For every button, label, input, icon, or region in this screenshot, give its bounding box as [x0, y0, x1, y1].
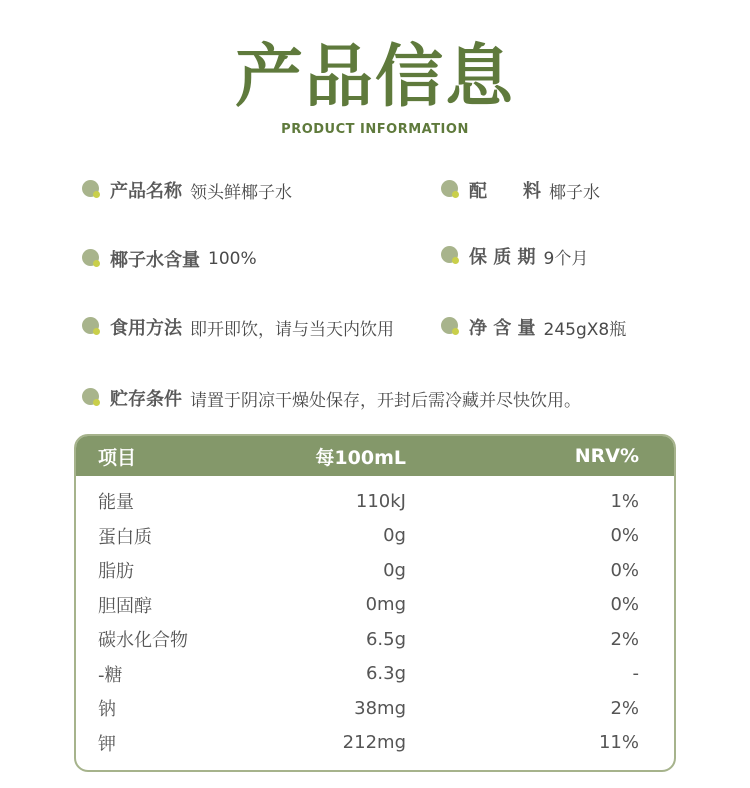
bullet-icon	[82, 317, 102, 337]
nutrition-table-header	[76, 436, 674, 476]
info-net-content	[441, 312, 626, 342]
nutrient-amount: 6.3g	[365, 663, 406, 685]
nutrient-amount: 38mg	[354, 697, 406, 719]
nutrient-amount: 0mg	[365, 594, 406, 616]
coconut-content-value: 100%	[208, 249, 257, 269]
info-usage	[82, 312, 394, 342]
coconut-content-label: 椰子水含量	[110, 250, 200, 271]
nutrient-nrv: 11%	[598, 732, 639, 754]
nutrient-name: 脂肪	[98, 561, 134, 583]
table-row	[76, 519, 674, 554]
page-title: 产品信息	[234, 38, 515, 117]
header-per-100ml: 每100mL	[315, 446, 406, 469]
nutrient-nrv: -	[632, 663, 639, 685]
table-row	[76, 484, 674, 519]
nutrient-nrv: 2%	[610, 697, 639, 719]
storage-value: 请置于阴凉干燥处保存，开封后需冷藏并尽快饮用。	[190, 390, 581, 411]
bullet-icon	[82, 180, 102, 200]
shelf-life-value: 9个月	[543, 248, 589, 269]
bullet-icon	[82, 249, 102, 269]
nutrition-table-body	[76, 476, 674, 760]
nutrient-name: 胆固醇	[98, 595, 152, 617]
nutrient-name: -糖	[98, 664, 123, 686]
info-ingredients	[441, 175, 600, 205]
nutrient-nrv: 0%	[610, 594, 639, 616]
nutrient-name: 蛋白质	[98, 526, 152, 548]
nutrient-name: 能量	[98, 492, 134, 514]
table-row	[76, 691, 674, 726]
nutrient-nrv: 0%	[610, 525, 639, 547]
bullet-icon	[441, 317, 461, 337]
table-row	[76, 588, 674, 623]
nutrition-table	[74, 434, 676, 772]
header-item: 项目	[98, 446, 137, 469]
nutrient-nrv: 1%	[610, 490, 639, 512]
nutrient-nrv: 2%	[610, 628, 639, 650]
net-content-value: 245gX8瓶	[543, 319, 627, 340]
table-row	[76, 657, 674, 692]
nutrient-amount: 110kJ	[355, 490, 406, 512]
table-row	[76, 726, 674, 761]
page-subtitle: PRODUCT INFORMATION	[281, 122, 469, 137]
nutrient-name: 钾	[98, 733, 116, 755]
nutrient-nrv: 0%	[610, 559, 639, 581]
info-coconut-content	[82, 244, 257, 274]
info-shelf-life	[441, 241, 588, 271]
product-name-value: 领头鲜椰子水	[190, 182, 292, 203]
table-row	[76, 553, 674, 588]
nutrient-amount: 0g	[383, 525, 406, 547]
nutrient-name: 钠	[98, 699, 116, 721]
header-nrv: NRV%	[574, 445, 639, 467]
product-name-label: 产品名称	[110, 181, 182, 202]
usage-label: 食用方法	[110, 318, 182, 339]
nutrient-amount: 212mg	[342, 732, 406, 754]
usage-value: 即开即饮，请与当天内饮用	[190, 319, 394, 340]
bullet-icon	[441, 246, 461, 266]
ingredients-label: 配 料	[469, 181, 541, 202]
net-content-label: 净 含 量	[469, 318, 536, 339]
info-storage	[82, 383, 581, 413]
table-row	[76, 622, 674, 657]
bullet-icon	[441, 180, 461, 200]
shelf-life-label: 保 质 期	[469, 247, 536, 268]
bullet-icon	[82, 388, 102, 408]
nutrient-name: 碳水化合物	[98, 630, 188, 652]
info-product-name	[82, 175, 292, 205]
nutrient-amount: 6.5g	[365, 628, 406, 650]
ingredients-value: 椰子水	[549, 182, 600, 203]
nutrient-amount: 0g	[383, 559, 406, 581]
storage-label: 贮存条件	[110, 389, 182, 410]
